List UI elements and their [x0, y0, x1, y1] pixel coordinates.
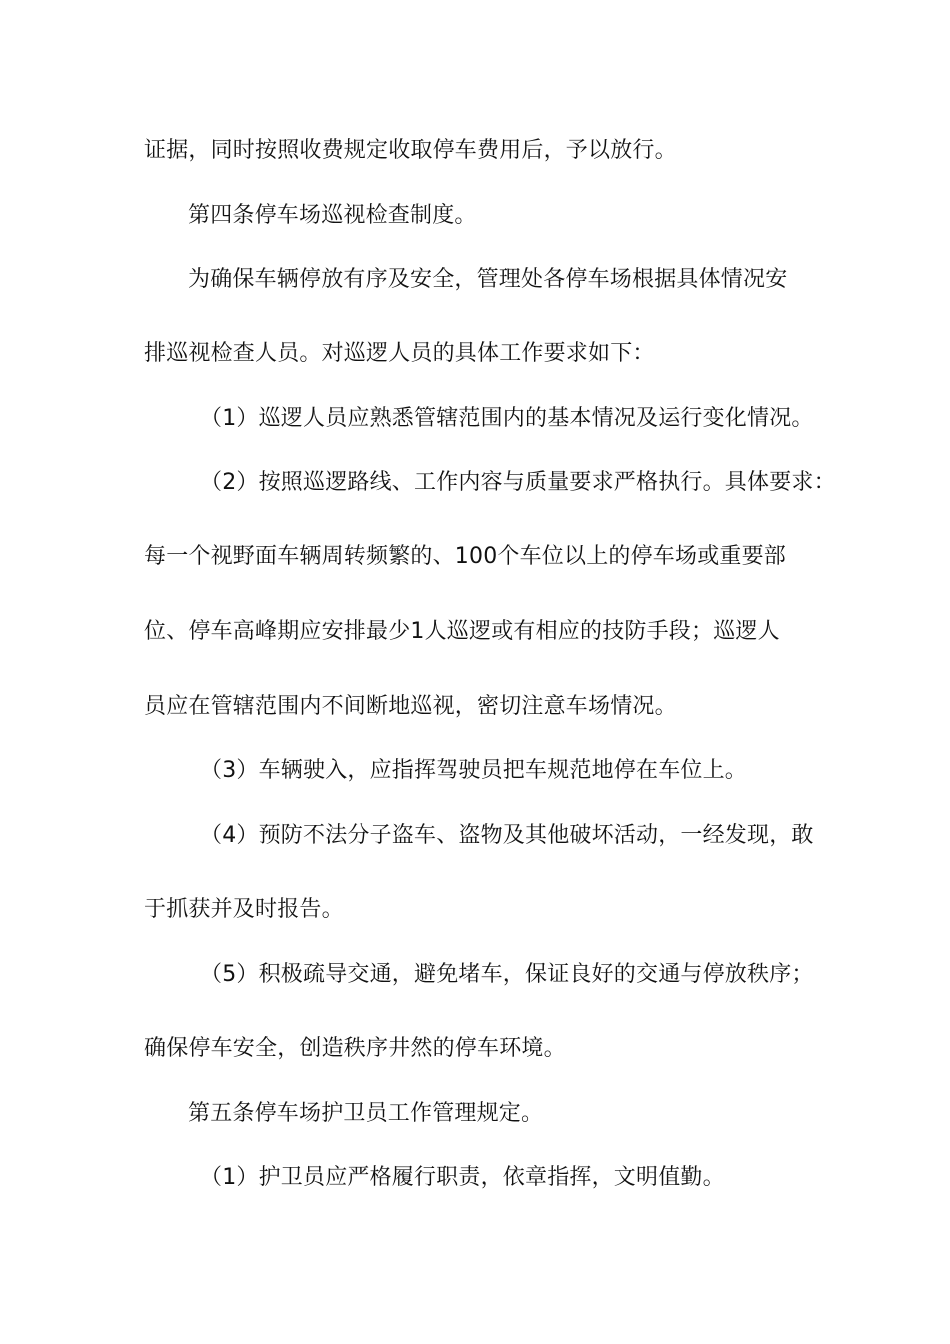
paragraph-line: 于抓获并及时报告。 [144, 897, 344, 922]
paragraph-line: 排巡视检查人员。对巡逻人员的具体工作要求如下： [144, 341, 655, 366]
list-item: （1）巡逻人员应熟悉管辖范围内的基本情况及运行变化情况。 [200, 406, 814, 431]
list-item: （3）车辆驶入，应指挥驾驶员把车规范地停在车位上。 [200, 758, 747, 783]
paragraph-line: 确保停车安全，创造秩序井然的停车环境。 [144, 1036, 566, 1061]
list-item: （5）积极疏导交通，避免堵车，保证良好的交通与停放秩序； [200, 962, 814, 987]
section-heading: 第四条停车场巡视检查制度。 [188, 203, 477, 228]
paragraph-line: 每一个视野面车辆周转频繁的、100个车位以上的停车场或重要部 [144, 544, 786, 569]
paragraph-line: 位、停车高峰期应安排最少1人巡逻或有相应的技防手段；巡逻人 [144, 619, 780, 644]
section-heading: 第五条停车场护卫员工作管理规定。 [188, 1101, 544, 1126]
paragraph-line: 为确保车辆停放有序及安全，管理处各停车场根据具体情况安 [188, 267, 788, 292]
list-item: （1）护卫员应严格履行职责，依章指挥，文明值勤。 [200, 1165, 725, 1190]
list-item: （2）按照巡逻路线、工作内容与质量要求严格执行。具体要求： [200, 470, 836, 495]
paragraph-line: 证据，同时按照收费规定收取停车费用后，予以放行。 [144, 138, 677, 163]
paragraph-line: 员应在管辖范围内不间断地巡视，密切注意车场情况。 [144, 694, 677, 719]
list-item: （4）预防不法分子盗车、盗物及其他破坏活动，一经发现，敢 [200, 823, 814, 848]
